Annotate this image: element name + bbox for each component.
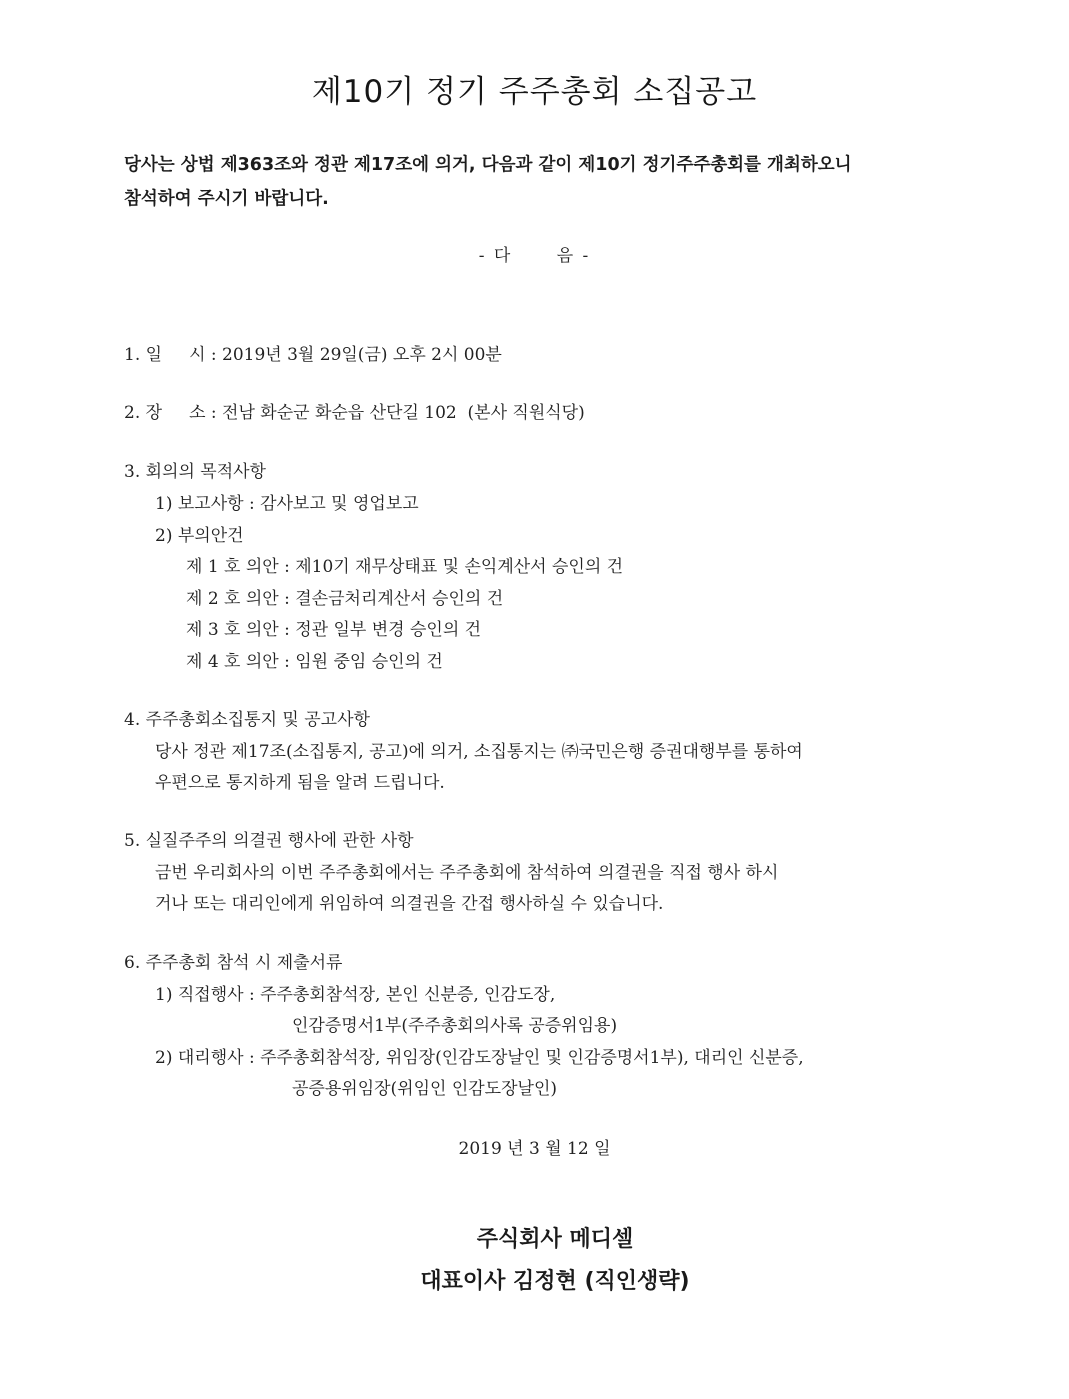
agenda-item-2: 제 2 호 의안 : 결손금처리계산서 승인의 건 [186, 589, 504, 609]
item-location: 2. 장 소 : 전남 화순군 화순읍 산단길 102 (본사 직원식당) [124, 403, 585, 423]
item-agenda-title: 3. 회의의 목적사항 [124, 462, 266, 482]
intro-line-1: 당사는 상법 제363조와 정관 제17조에 의거, 다음과 같이 제10기 정기주주총회를 개최하오니 [124, 155, 852, 175]
intro-line-2: 참석하여 주시기 바랍니다. [124, 189, 329, 209]
item-voting-line-2: 거나 또는 대리인에게 위임하여 의결권을 간접 행사하실 수 있습니다. [155, 894, 664, 914]
item-agenda-report: 1) 보고사항 : 감사보고 및 영업보고 [155, 494, 419, 514]
item-schedule: 1. 일 시 : 2019년 3월 29일(금) 오후 2시 00분 [124, 345, 502, 365]
item-notice-line-2: 우편으로 통지하게 됨을 알려 드립니다. [155, 773, 445, 793]
notice-date: 2019 년 3 월 12 일 [458, 1139, 611, 1159]
item-documents-proxy-cont: 공증용위임장(위임인 인감도장날인) [292, 1079, 557, 1099]
item-documents-title: 6. 주주총회 참석 시 제출서류 [124, 953, 343, 973]
agenda-item-4: 제 4 호 의안 : 임원 중임 승인의 건 [186, 652, 443, 672]
item-notice-title: 4. 주주총회소집통지 및 공고사항 [124, 710, 370, 730]
agenda-item-3: 제 3 호 의안 : 정관 일부 변경 승인의 건 [186, 620, 482, 640]
item-agenda-resolutions: 2) 부의안건 [155, 526, 244, 546]
da-eum-heading: - 다 음 - [478, 246, 591, 266]
item-documents-direct-cont: 인감증명서1부(주주총회의사록 공증위임용) [292, 1016, 618, 1036]
agenda-item-1: 제 1 호 의안 : 제10기 재무상태표 및 손익계산서 승인의 건 [186, 557, 624, 577]
page-title: 제10기 정기 주주총회 소집공고 [311, 74, 758, 110]
ceo-signature-line: 대표이사 김정현 (직인생략) [420, 1269, 690, 1294]
item-voting-title: 5. 실질주주의 의결권 행사에 관한 사항 [124, 831, 414, 851]
item-documents-proxy: 2) 대리행사 : 주주총회참석장, 위임장(인감도장날인 및 인감증명서1부), 대리인 신분증, [155, 1048, 804, 1068]
item-notice-line-1: 당사 정관 제17조(소집통지, 공고)에 의거, 소집통지는 ㈜국민은행 증권대행부를 통하여 [155, 742, 803, 762]
item-documents-direct: 1) 직접행사 : 주주총회참석장, 본인 신분증, 인감도장, [155, 985, 556, 1005]
intro-paragraph [124, 148, 994, 216]
company-name: 주식회사 메디셀 [476, 1227, 634, 1252]
item-voting-line-1: 금번 우리회사의 이번 주주총회에서는 주주총회에 참석하여 의결권을 직접 행사 하시 [155, 863, 779, 883]
